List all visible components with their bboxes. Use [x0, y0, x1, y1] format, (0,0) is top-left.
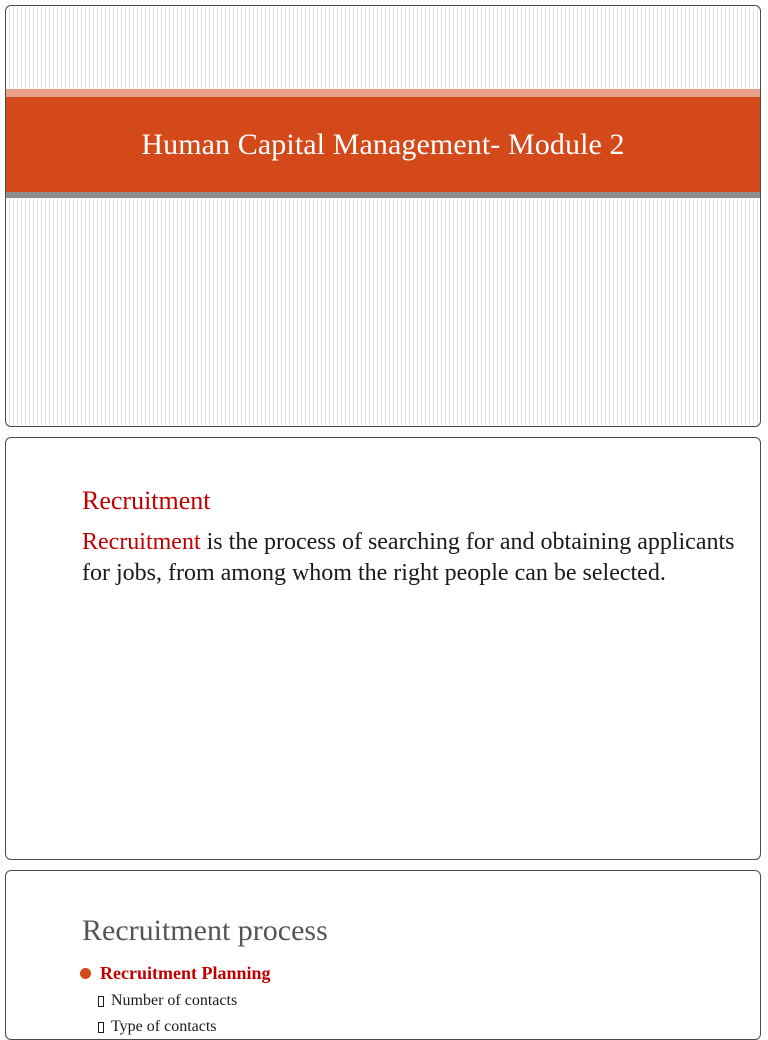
title-band-top-stripe [6, 89, 760, 97]
bullet-item-row [80, 961, 271, 985]
title-band-bottom-stripe [6, 192, 760, 198]
sub-bullet-item [98, 988, 271, 1014]
missing-glyph-icon [98, 996, 104, 1007]
bullet-item [80, 961, 271, 1040]
slide-2-body [82, 527, 742, 589]
sub-bullet-label: Number of contacts [111, 992, 238, 1009]
sub-bullet-list [98, 988, 271, 1040]
slide-2-body-text: is the process of searching for and obtaining applicants for jobs, from among whom the right people can be selected. [82, 529, 735, 586]
missing-glyph-icon [98, 1022, 104, 1033]
sub-bullet-item [98, 1014, 271, 1040]
slide-2 [5, 437, 761, 860]
slide-3 [5, 870, 761, 1040]
bullet-dot-icon [80, 968, 91, 979]
deck-title: Human Capital Management- Module 2 [141, 127, 625, 161]
slide-2-body-term: Recruitment [82, 529, 201, 555]
slide-3-heading: Recruitment process [82, 914, 328, 947]
bullet-item-label: Recruitment Planning [100, 963, 271, 983]
title-band [6, 97, 760, 192]
slide-3-bullet-list [80, 961, 271, 1040]
slide-2-heading: Recruitment [82, 486, 211, 515]
slide-1 [5, 5, 761, 427]
sub-bullet-label: Type of contacts [111, 1018, 217, 1035]
